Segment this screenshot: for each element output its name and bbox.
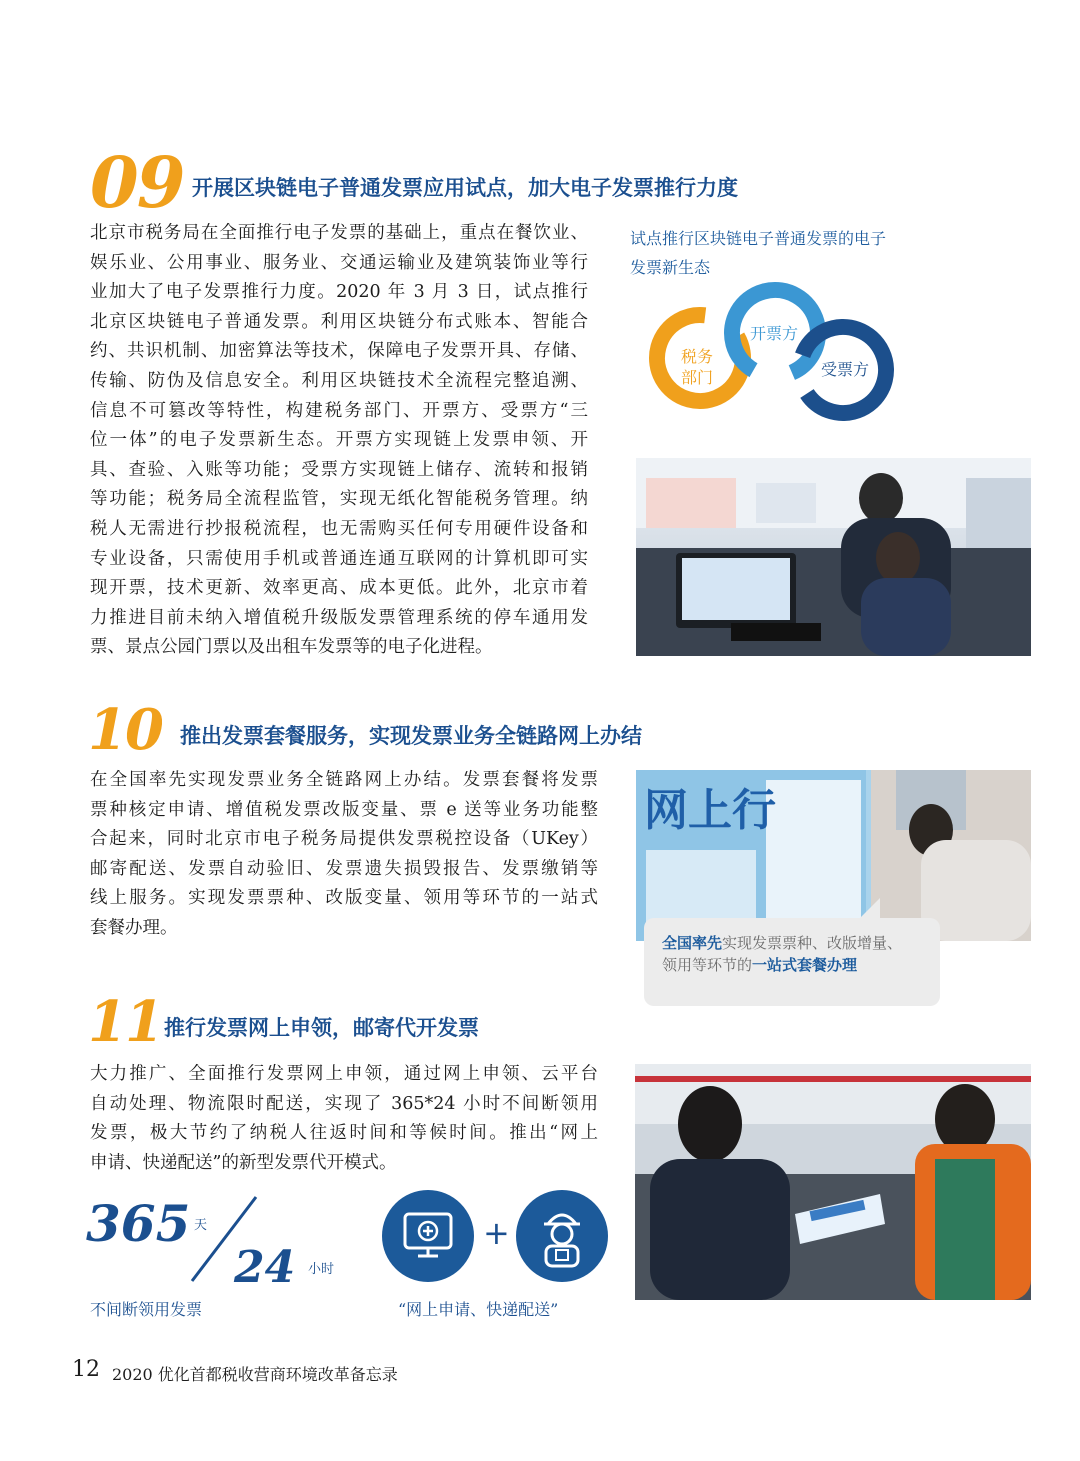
stat-hours: 24	[234, 1242, 296, 1293]
body-line: 票、景点公园门票以及出租车发票等的电子化进程。	[90, 637, 493, 658]
section-10-body	[90, 766, 598, 944]
online-application-icon	[382, 1190, 474, 1282]
body-line: 申请、快递配送”的新型发票代开模式。	[90, 1152, 397, 1173]
bubble-pointer	[850, 898, 890, 918]
body-line: 发票，极大节约了纳税人往返时间和等候时间。推出“网上	[90, 1123, 598, 1144]
stat-days: 365	[86, 1194, 191, 1253]
diagram-label-tax-1: 税务	[681, 347, 714, 366]
photo-online-service-poster	[636, 770, 1031, 941]
bubble-text-1: 实现发票票种、改版增量、	[722, 934, 903, 952]
bubble-bold-1: 全国率先	[662, 934, 723, 952]
body-line: 合起来，同时北京市电子税务局提供发票税控设备（UKey）	[90, 829, 598, 850]
section-09-body	[90, 219, 588, 663]
stat-hours-unit: 小时	[308, 1262, 335, 1277]
body-line: 自动处理、物流限时配送，实现了 365*24 小时不间断领用	[90, 1093, 598, 1114]
body-line: 现开票，技术更新、效率更高、成本更低。此外，北京市着	[90, 578, 588, 599]
stat-days-unit: 天	[194, 1218, 208, 1233]
caption-line: 发票新生态	[630, 258, 711, 277]
body-line: 业加大了电子发票推行力度。2020 年 3 月 3 日，试点推行	[90, 282, 588, 303]
bubble-bold-2: 一站式套餐办理	[752, 956, 858, 974]
icons-label: “网上申请、快递配送”	[398, 1300, 559, 1319]
body-line: 位一体”的电子发票新生态。开票方实现链上发票申领、开	[90, 430, 588, 451]
section-10-number: 10	[88, 697, 162, 763]
poster-sign-text: 网上行	[644, 785, 776, 836]
body-line: 专业设备，只需使用手机或普通连通互联网的计算机即可实	[90, 548, 588, 569]
bubble-text-2: 领用等环节的	[662, 956, 753, 974]
diagram-label-receiver: 受票方	[821, 360, 870, 379]
body-line: 等功能；税务局全流程监管，实现无纸化智能税务管理。纳	[90, 489, 588, 510]
courier-icon	[516, 1190, 608, 1282]
body-line: 具、查验、入账等功能；受票方实现链上储存、流转和报销	[90, 459, 588, 480]
caption-line: 试点推行区块链电子普通发票的电子	[630, 229, 887, 248]
section-09-title: 开展区块链电子普通发票应用试点，加大电子发票推行力度	[192, 175, 738, 200]
page-number: 12	[72, 1357, 100, 1382]
body-line: 力推进目前未纳入增值税升级版发票管理系统的停车通用发	[90, 607, 588, 628]
body-line: 邮寄配送、发票自动验旧、发票遗失损毁报告、发票缴销等	[90, 858, 598, 879]
section-11-title: 推行发票网上申领，邮寄代开发票	[164, 1015, 479, 1040]
photo-computer-assistance	[636, 458, 1031, 656]
body-line: 税人无需进行抄报税流程，也无需购买任何专用硬件设备和	[90, 518, 588, 539]
section-11-number: 11	[88, 989, 162, 1055]
diagram-label-tax-2: 部门	[681, 368, 714, 387]
body-line: 北京市税务局在全面推行电子发票的基础上，重点在餐饮业、	[90, 223, 588, 243]
body-line: 套餐办理。	[90, 917, 178, 938]
publication-title: 2020 优化首都税收营商环境改革备忘录	[112, 1365, 398, 1384]
body-line: 线上服务。实现发票票种、改版变量、领用等环节的一站式	[90, 888, 598, 909]
body-line: 大力推广、全面推行发票网上申领，通过网上申领、云平台	[90, 1064, 598, 1084]
plus-sign: +	[483, 1214, 510, 1252]
ecosystem-diagram	[645, 278, 905, 428]
stat-label: 不间断领用发票	[90, 1300, 203, 1319]
body-line: 信息不可篡改等特性，构建税务部门、开票方、受票方“三	[90, 400, 588, 421]
section-09-number: 09	[90, 141, 184, 224]
diagram-caption	[630, 224, 886, 282]
photo-invoice-handover	[635, 1064, 1031, 1300]
body-line: 在全国率先实现发票业务全链路网上办结。发票套餐将发票	[90, 770, 598, 790]
section-10-title: 推出发票套餐服务，实现发票业务全链路网上办结	[180, 723, 642, 748]
body-line: 娱乐业、公用事业、服务业、交通运输业及建筑装饰业等行	[90, 252, 588, 273]
body-line: 票种核定申请、增值税发票改版变量、票 e 送等业务功能整	[90, 799, 598, 820]
diagram-label-issuer: 开票方	[750, 324, 799, 343]
body-line: 约、共识机制、加密算法等技术，保障电子发票开具、存储、	[90, 341, 588, 362]
section-11-body	[90, 1060, 598, 1178]
info-bubble	[644, 918, 940, 1006]
body-line: 北京区块链电子普通发票。利用区块链分布式账本、智能合	[90, 311, 588, 332]
body-line: 传输、防伪及信息安全。利用区块链技术全流程完整追溯、	[90, 370, 588, 391]
